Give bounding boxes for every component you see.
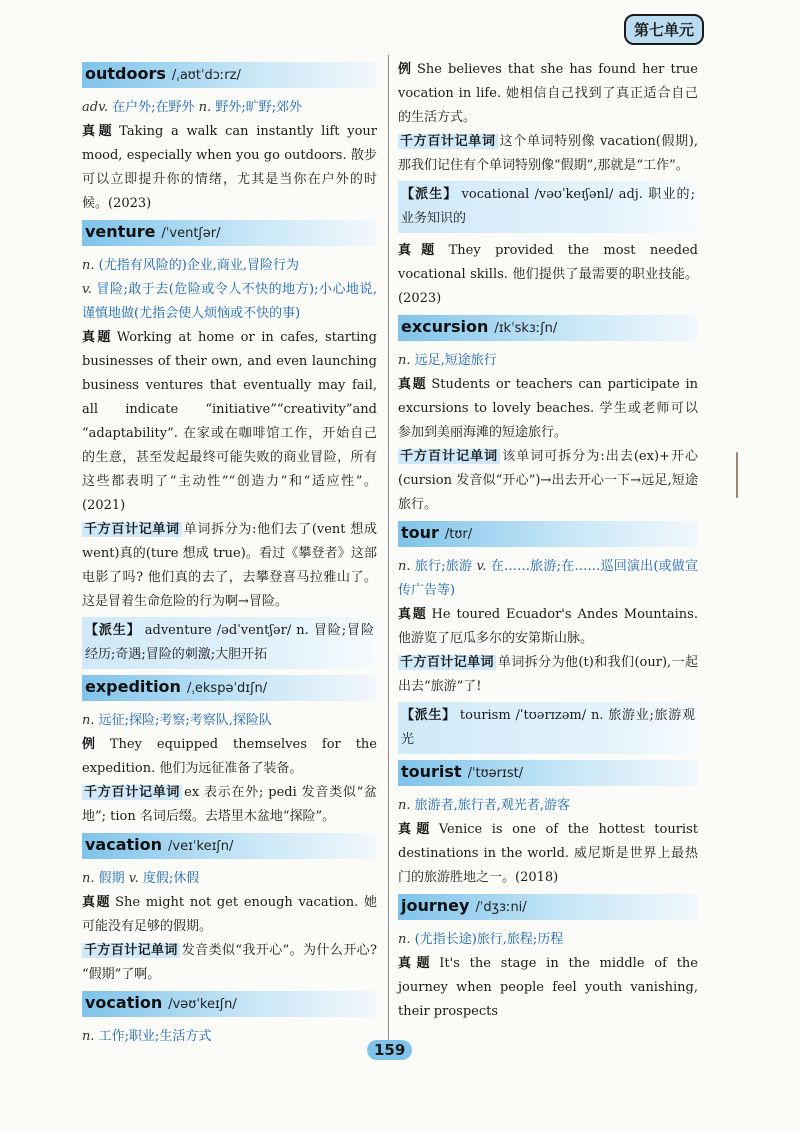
- entry-line: [398, 651, 698, 699]
- entry-text: She believes that she has found her true vocation in life. 她相信自己找到了真正适合自己的生活方式。: [398, 62, 698, 125]
- entry-line: [398, 130, 698, 178]
- entry-line: [82, 781, 377, 829]
- entry-text: ex 表示在外; pedi 发音类似“盆地”; tion 名词后缀。去塔里木盆地“探险”。: [82, 785, 377, 824]
- entry-line: [398, 239, 698, 311]
- word-entry: [82, 833, 377, 987]
- definition: 度假;休假: [138, 871, 200, 886]
- definition: 旅游者,旅行者,观光者,游客: [410, 798, 571, 813]
- phonetic: /tʊr/: [444, 527, 473, 542]
- phonetic: /veɪˈkeɪʃn/: [168, 839, 234, 854]
- entry-line: [82, 1025, 377, 1049]
- word-header: [82, 991, 377, 1017]
- definition: (尤指有风险的)企业,商业,冒险行为: [94, 258, 300, 273]
- phonetic: /ˌekspəˈdɪʃn/: [186, 681, 268, 696]
- headword: vacation: [85, 835, 163, 854]
- word-header: [398, 315, 698, 341]
- derivative-label: 【派生】: [401, 708, 456, 723]
- definition: 冒险;敢于去(危险或令人不快的地方);小心地说,谨慎地做(尤指会使人烦恼或不快的事): [82, 282, 377, 321]
- example-label: 真题: [398, 956, 436, 971]
- word-entry: [398, 315, 698, 517]
- part-of-speech: v.: [476, 559, 487, 574]
- definition: 工作;职业;生活方式: [94, 1029, 212, 1044]
- entry-line: [82, 326, 377, 518]
- definition: 在……旅游;在……巡回演出(或做宣传广告等): [398, 559, 698, 598]
- entry-text: Working at home or in cafes, starting businesses of their own, and even launching business ventures that eventually may fail, all indicate “initiative”“creativity”and “adaptability”. 在家或在咖啡馆工作，开始自己的生意，甚至发起最终可能失败的商业冒险，所有这些都表明了“主动性”“创造力”和“适应性”。(2021): [82, 330, 377, 513]
- entry-text: She might not get enough vacation. 她可能没有足够的假期。: [82, 895, 377, 934]
- word-header: [398, 760, 698, 786]
- example-label: 例: [398, 62, 413, 77]
- entry-line: [398, 928, 698, 952]
- entry-line: [398, 349, 698, 373]
- memory-tip-label: 千方百计记单词: [84, 785, 181, 800]
- part-of-speech: adv.: [82, 100, 109, 115]
- derivative-label: 【派生】: [401, 187, 458, 202]
- word-entry: [398, 58, 698, 311]
- phonetic: /ˌaʊtˈdɔːrz/: [171, 68, 241, 83]
- entry-line: [82, 254, 377, 278]
- entry-text: 单词拆分为:他们去了(vent 想成 went)真的(ture 想成 true)。看过《攀登者》这部电影了吗? 他们真的去了，去攀登喜马拉雅山了。这是冒着生命危险的行为啊→冒险。: [82, 522, 377, 609]
- headword: tour: [401, 523, 439, 542]
- derivative-line: [398, 181, 698, 233]
- example-label: 例: [82, 737, 106, 752]
- phonetic: /vəʊˈkeɪʃn/: [168, 997, 237, 1012]
- phonetic: /ɪkˈskɜːʃn/: [494, 321, 558, 336]
- word-entry: [82, 62, 377, 216]
- entry-line: [398, 555, 698, 603]
- word-entry: [82, 220, 377, 669]
- page-number: 159: [367, 1040, 412, 1060]
- memory-tip-label: 千方百计记单词: [400, 655, 494, 670]
- part-of-speech: n.: [398, 798, 411, 813]
- headword: excursion: [401, 317, 489, 336]
- entry-text: It's the stage in the middle of the journey when people feel youth vanishing, their prospects: [398, 956, 698, 1019]
- example-label: 真题: [398, 377, 428, 392]
- entry-line: [82, 518, 377, 614]
- entry-line: [398, 603, 698, 651]
- memory-tip-label: 千方百计记单词: [400, 134, 496, 149]
- word-header: [398, 521, 698, 547]
- part-of-speech: n.: [398, 932, 411, 947]
- phonetic: /ˈventʃər/: [161, 226, 221, 241]
- entry-line: [82, 278, 377, 326]
- headword: journey: [401, 896, 470, 915]
- example-label: 真题: [82, 895, 112, 910]
- entry-text: 单词拆分为他(t)和我们(our),一起出去“旅游”了!: [398, 655, 698, 694]
- column-divider: [388, 55, 389, 1040]
- left-column: [82, 58, 377, 1053]
- example-label: 真题: [398, 607, 428, 622]
- definition: 远足,短途旅行: [410, 353, 497, 368]
- definition: 假期: [94, 871, 129, 886]
- entry-line: [398, 794, 698, 818]
- example-label: 真题: [82, 124, 116, 139]
- entry-text: tourism /ˈtʊərɪzəm/ n. 旅游业;旅游观光: [401, 708, 695, 747]
- entry-text: They provided the most needed vocational skills. 他们提供了最需要的职业技能。(2023): [398, 243, 698, 306]
- entry-line: [82, 733, 377, 781]
- word-header: [82, 833, 377, 859]
- entry-text: 该单词可拆分为:出去(ex)+开心(cursion 发音似“开心”)→出去开心一下→远足,短途旅行。: [398, 449, 698, 512]
- part-of-speech: v.: [128, 871, 139, 886]
- phonetic: /ˈdʒɜːni/: [475, 900, 527, 915]
- definition: 远征;探险;考察;考察队,探险队: [94, 713, 272, 728]
- headword: expedition: [85, 677, 181, 696]
- part-of-speech: n.: [398, 559, 411, 574]
- part-of-speech: v.: [82, 282, 92, 297]
- word-entry: [398, 894, 698, 1024]
- entry-text: 发音类似“我开心”。为什么开心? “假期”了啊。: [82, 943, 377, 982]
- word-header: [82, 220, 377, 246]
- definition: 旅行;旅游: [410, 559, 477, 574]
- entry-line: [82, 891, 377, 939]
- entry-line: [82, 709, 377, 733]
- headword: venture: [85, 222, 156, 241]
- entry-text: Taking a walk can instantly lift your mood, especially when you go outdoors. 散步可以立即提升你的情绪，尤其是当你在户外的时候。(2023): [82, 124, 377, 211]
- entry-text: He toured Ecuador's Andes Mountains. 他游览了厄瓜多尔的安第斯山脉。: [398, 607, 698, 646]
- headword: outdoors: [85, 64, 166, 83]
- word-header: [398, 894, 698, 920]
- example-label: 真题: [398, 243, 445, 258]
- margin-mark: [736, 452, 738, 498]
- entry-line: [398, 445, 698, 517]
- entry-line: [82, 96, 377, 120]
- entry-text: They equipped themselves for the expedition. 他们为远征准备了装备。: [82, 737, 377, 776]
- example-label: 真题: [82, 330, 113, 345]
- entry-line: [398, 58, 698, 130]
- derivative-line: [82, 617, 377, 669]
- headword: tourist: [401, 762, 462, 781]
- word-entry: [398, 760, 698, 890]
- memory-tip-label: 千方百计记单词: [84, 522, 180, 537]
- definition: 在户外;在野外: [108, 100, 199, 115]
- part-of-speech: n.: [82, 713, 95, 728]
- unit-tab: 第七单元: [624, 14, 704, 45]
- definition: 野外;旷野;郊外: [211, 100, 303, 115]
- entry-line: [82, 120, 377, 216]
- part-of-speech: n.: [82, 258, 95, 273]
- part-of-speech: n.: [82, 871, 95, 886]
- derivative-line: [398, 702, 698, 754]
- entry-text: Venice is one of the hottest tourist destinations in the world. 威尼斯是世界上最热门的旅游胜地之一。(2018): [398, 822, 698, 885]
- part-of-speech: n.: [398, 353, 411, 368]
- entry-text: vocational /vəʊˈkeɪʃənl/ adj. 职业的;业务知识的: [401, 187, 695, 226]
- entry-text: Students or teachers can participate in excursions to lovely beaches. 学生或老师可以参加到美丽海滩的短途旅行。: [398, 377, 698, 440]
- entry-text: adventure /ədˈventʃər/ n. 冒险;冒险经历;奇遇;冒险的刺激;大胆开拓: [85, 623, 374, 662]
- derivative-label: 【派生】: [85, 623, 141, 638]
- entry-line: [82, 867, 377, 891]
- phonetic: /ˈtʊərɪst/: [467, 766, 524, 781]
- right-column: [398, 58, 698, 1028]
- entry-line: [398, 373, 698, 445]
- entry-line: [82, 939, 377, 987]
- word-entry: [82, 675, 377, 829]
- entry-line: [398, 818, 698, 890]
- part-of-speech: n.: [82, 1029, 95, 1044]
- word-header: [82, 675, 377, 701]
- headword: vocation: [85, 993, 163, 1012]
- word-entry: [82, 991, 377, 1049]
- memory-tip-label: 千方百计记单词: [400, 449, 499, 464]
- example-label: 真题: [398, 822, 435, 837]
- entry-line: [398, 952, 698, 1024]
- entry-text: 这个单词特别像 vacation(假期),那我们记住有个单词特别像“假期”,那就是“工作”。: [398, 134, 698, 173]
- part-of-speech: n.: [198, 100, 212, 115]
- memory-tip-label: 千方百计记单词: [84, 943, 178, 958]
- word-entry: [398, 521, 698, 754]
- definition: (尤指长途)旅行,旅程;历程: [410, 932, 564, 947]
- word-header: [82, 62, 377, 88]
